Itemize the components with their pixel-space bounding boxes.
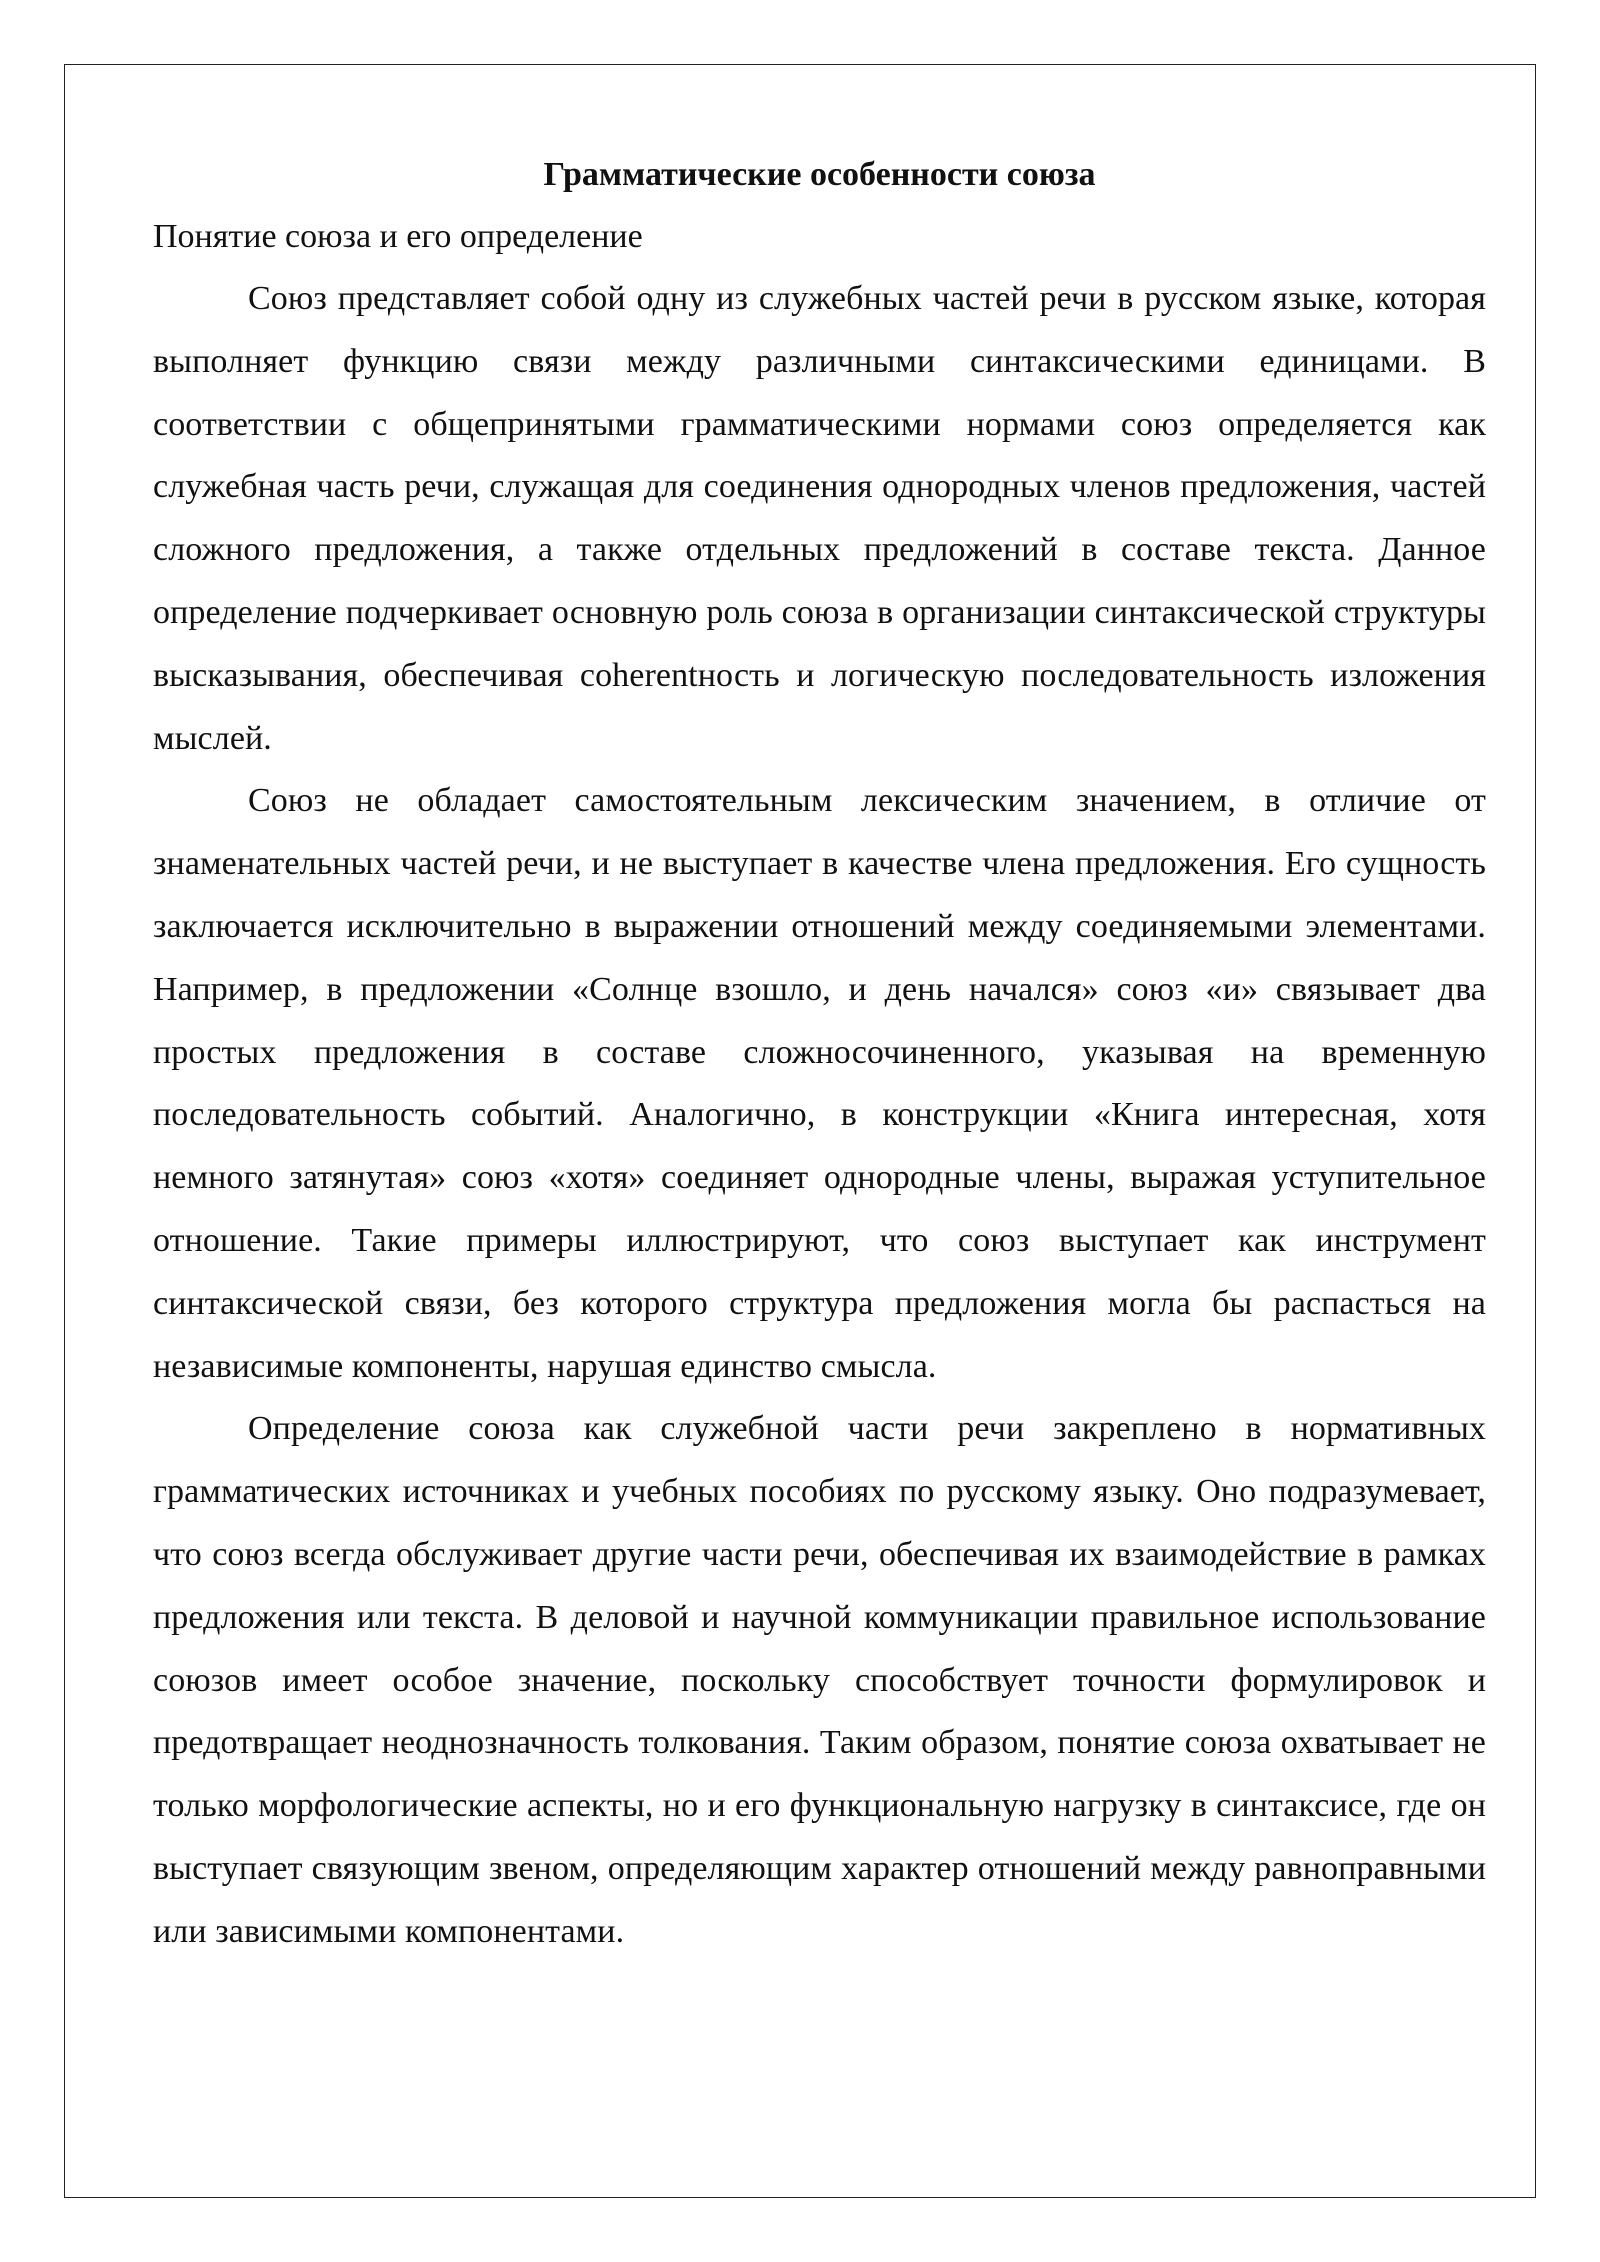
paragraph-2: Союз не обладает самостоятельным лексическим значением, в отличие от знаменательных частей речи, и не выступает в качестве члена предложения. Его сущность заключается исключительно в выражении отношений между соединяемыми элементами. Например, в предложении «Солнце взошло, и день начался» союз «и» связывает два простых предложения в составе сложносочиненного, указывая на временную последовательность событий. Аналогично, в конструкции «Книга интересная, хотя немного затянутая» союз «хотя» соединяет однородные члены, выражая уступительное отношение. Такие примеры иллюстрируют, что союз выступает как инструмент синтаксической связи, без которого структура предложения могла бы распасться на независимые компоненты, нарушая единство смысла. <box>153 782 1486 1385</box>
document-title: Грамматические особенности союза <box>543 156 1096 193</box>
section-heading: Понятие союза и его определение <box>153 218 643 255</box>
document-body <box>153 144 1486 1964</box>
paragraph-1: Союз представляет собой одну из служебных частей речи в русском языке, которая выполняет функцию связи между различными синтаксическими единицами. В соответствии с общепринятыми грамматическими нормами союз определяется как служебная часть речи, служащая для соединения однородных членов предложения, частей сложного предложения, а также отдельных предложений в составе текста. Данное определение подчеркивает основную роль союза в организации синтаксической структуры высказывания, обеспечивая coherentность и логическую последовательность изложения мыслей. <box>153 280 1486 757</box>
paragraph-3: Определение союза как служебной части речи закреплено в нормативных грамматических источниках и учебных пособиях по русскому языку. Оно подразумевает, что союз всегда обслуживает другие части речи, обеспечивая их взаимодействие в рамках предложения или текста. В деловой и научной коммуникации правильное использование союзов имеет особое значение, поскольку способствует точности формулировок и предотвращает неоднозначность толкования. Таким образом, понятие союза охватывает не только морфологические аспекты, но и его функциональную нагрузку в синтаксисе, где он выступает связующим звеном, определяющим характер отношений между равноправными или зависимыми компонентами. <box>153 1410 1486 1950</box>
